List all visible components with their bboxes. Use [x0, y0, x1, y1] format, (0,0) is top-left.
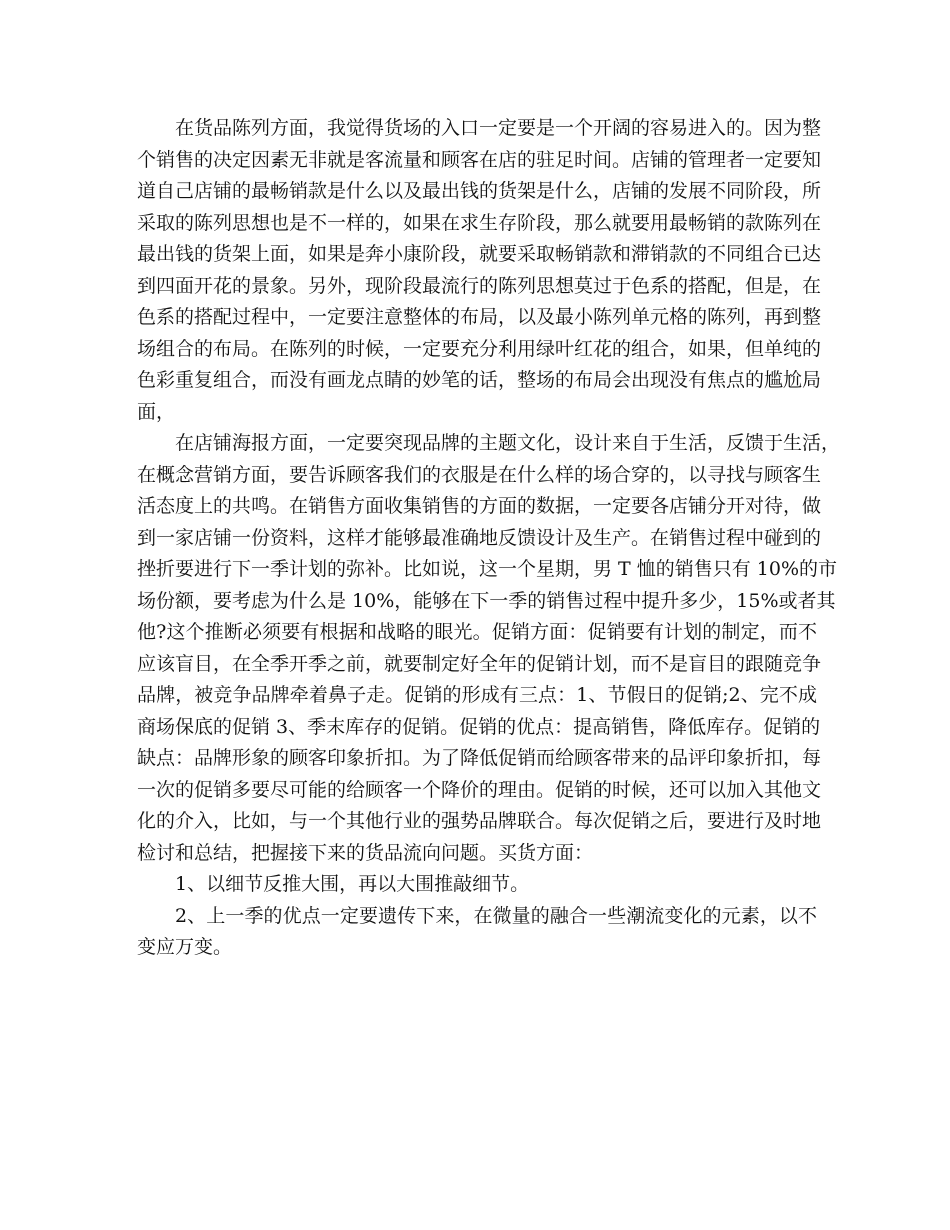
text-line: 检讨和总结，把握接下来的货品流向问题。买货方面：	[137, 841, 594, 864]
text-line: 色彩重复组合，而没有画龙点睛的妙笔的话，整场的布局会出现没有焦点的尴尬局	[137, 369, 822, 391]
text-line: 到一家店铺一份资料，这样才能够最准确地反馈设计及生产。在销售过程中碰到的	[137, 526, 822, 549]
text-line: 采取的陈列思想也是不一样的，如果在求生存阶段，那么就要用最畅销的款陈列在	[137, 211, 822, 234]
text-line: 变应万变。	[137, 936, 233, 958]
text-line: 2、上一季的优点一定要遗传下来，在微量的融合一些潮流变化的元素，以不	[175, 904, 817, 927]
text-line: 个销售的决定因素无非就是客流量和顾客在店的驻足时间。店铺的管理者一定要知	[137, 148, 822, 171]
paragraph-posters-promotion	[137, 428, 841, 869]
paragraph-item-1	[137, 869, 817, 901]
text-line: 最出钱的货架上面，如果是奔小康阶段，就要采取畅销款和滞销款的不同组合已达	[137, 243, 822, 265]
text-line: 他?这个推断必须要有根据和战略的眼光。促销方面：促销要有计划的制定，而不	[137, 621, 817, 643]
text-line: 场份额，要考虑为什么是 10%，能够在下一季的销售过程中提升多少，15%或者其	[137, 589, 836, 612]
text-line: 活态度上的共鸣。在销售方面收集销售的方面的数据，一定要各店铺分开对待，做	[137, 495, 822, 517]
text-line: 色系的搭配过程中，一定要注意整体的布局，以及最小陈列单元格的陈列，再到整	[137, 306, 822, 328]
document-body	[137, 113, 841, 964]
text-line: 到四面开花的景象。另外，现阶段最流行的陈列思想莫过于色系的搭配，但是，在	[137, 274, 822, 297]
text-line: 挫折要进行下一季计划的弥补。比如说，这一个星期，男 T 恤的销售只有 10%的市	[137, 558, 838, 580]
text-line: 场组合的布局。在陈列的时候，一定要充分利用绿叶红花的组合，如果，但单纯的	[137, 337, 822, 360]
text-line: 在店铺海报方面，一定要突现品牌的主题文化，设计来自于生活，反馈于生活，	[175, 432, 841, 454]
text-line: 商场保底的促销 3、季末库存的促销。促销的优点：提高销售，降低库存。促销的	[137, 715, 821, 738]
text-line: 在货品陈列方面，我觉得货场的入口一定要是一个开阔的容易进入的。因为整	[175, 117, 822, 139]
text-line: 1、以细节反推大围，再以大围推敲细节。	[175, 873, 530, 895]
text-line: 化的介入，比如，与一个其他行业的强势品牌联合。每次促销之后，要进行及时地	[137, 810, 822, 832]
paragraph-display	[137, 113, 822, 428]
text-line: 在概念营销方面，要告诉顾客我们的衣服是在什么样的场合穿的，以寻找与顾客生	[137, 463, 822, 486]
text-line: 道自己店铺的最畅销款是什么以及最出钱的货架是什么，店铺的发展不同阶段，所	[137, 180, 822, 202]
paragraph-item-2	[137, 901, 817, 964]
text-line: 缺点：品牌形象的顾客印象折扣。为了降低促销而给顾客带来的品评印象折扣，每	[137, 747, 822, 769]
text-line: 品牌，被竞争品牌牵着鼻子走。促销的形成有三点：1、节假日的促销;2、完不成	[137, 684, 817, 706]
text-line: 一次的促销多要尽可能的给顾客一个降价的理由。促销的时候，还可以加入其他文	[137, 778, 822, 801]
text-line: 面，	[137, 400, 176, 423]
text-line: 应该盲目，在全季开季之前，就要制定好全年的促销计划，而不是盲目的跟随竞争	[137, 652, 822, 675]
